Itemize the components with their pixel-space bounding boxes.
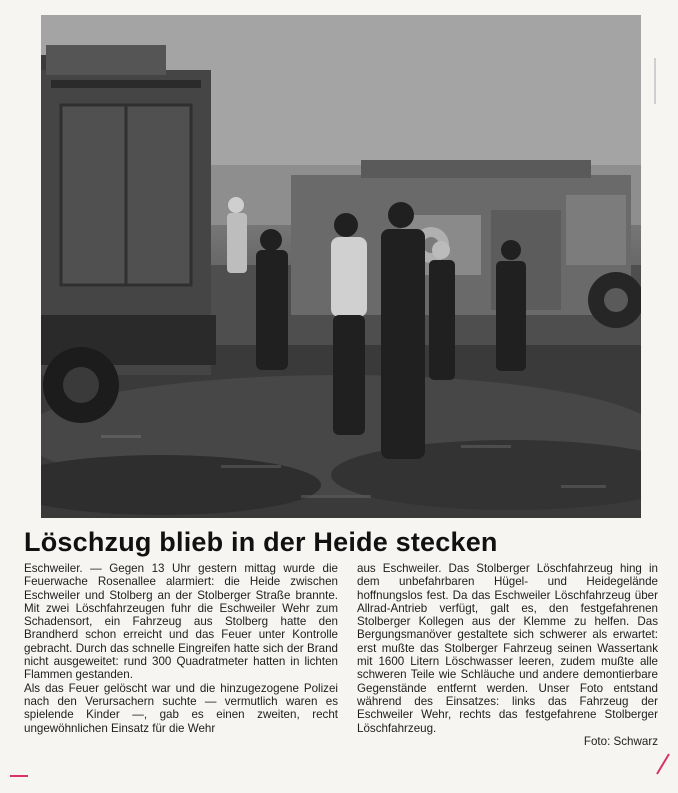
article-column-left	[24, 562, 338, 735]
photo-credit: Foto: Schwarz	[583, 734, 658, 748]
news-photo	[41, 15, 641, 518]
edge-mark-icon	[10, 772, 30, 780]
paragraph: Als das Feuer gelöscht war und die hinzugezogene Polizei nach den Verursachern suchte — vermutlich waren es spielende Kinder —, gab es einen zweiten, recht ungewöhnlichen Einsatz für die Wehr	[24, 681, 338, 735]
article-column-right	[357, 562, 658, 748]
paragraph: aus Eschweiler. Das Stolberger Löschfahrzeug hing in dem unbefahrbaren Hügel- und Heidegelände hoffnungslos fest. Da das Eschweiler Löschfahrzeug über Allrad-Antrieb verfügt, galt es, den festgefahrenen Stolberger Kollegen aus der Klemme zu helfen. Das Bergungsmanöver gestaltete sich schwerer als erwartet: erst mußte das Stolberger Fahrzeug seinen Wassertank mit 1600 Litern Löschwasser leeren, zudem mußte alle schweren Teile wie Schläuche und andere demontierbare Gegenstände entfernt werden. Unser Foto entstand während des Einsatzes: links das Fahrzeug der Eschweiler Wehr, rechts das festgefahrene Stolberger Löschfahrzeug.	[357, 562, 658, 735]
photo-fire-trucks-icon	[41, 15, 641, 518]
edge-mark-icon	[650, 58, 660, 104]
headline: Löschzug blieb in der Heide stecken	[24, 527, 498, 557]
paragraph: Eschweiler. — Gegen 13 Uhr gestern mittag wurde die Feuerwache Rosenallee alarmiert: die Heide zwischen Eschweiler und Stolberg an der Stolberger Straße brannte. Mit zwei Löschfahrzeugen fuhr die Eschweiler Wehr zum Schadensort, ein Fahrzeug aus Stolberg hatte den Brandherd schon erreicht und das Feuer unter Kontrolle gebracht. Durch das schnelle Eingreifen hatte sich der Brand nicht ausgeweitet: rund 300 Quadratmeter hatten in lichten Flammen gestanden.	[24, 562, 338, 682]
edge-mark-icon	[655, 752, 671, 776]
